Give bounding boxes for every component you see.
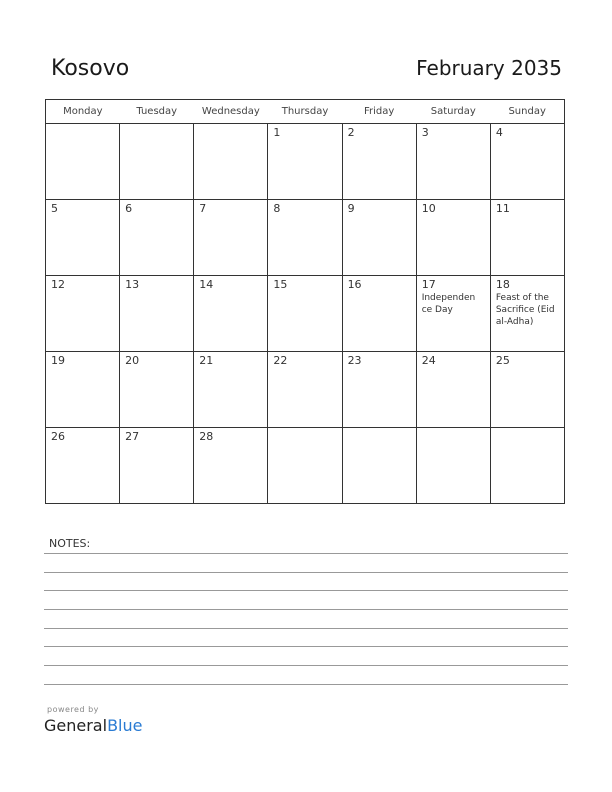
week-row — [46, 352, 565, 428]
day-cell — [268, 276, 342, 352]
day-number: 14 — [199, 278, 214, 291]
calendar-grid — [45, 99, 565, 504]
day-cell — [46, 200, 120, 276]
day-number: 15 — [273, 278, 288, 291]
day-cell — [120, 200, 194, 276]
day-number: 26 — [51, 430, 65, 443]
weekday-tuesday: Tuesday — [120, 100, 194, 124]
day-cell — [46, 124, 120, 200]
week-row — [46, 124, 565, 200]
day-number: 1 — [273, 126, 281, 139]
day-number: 10 — [421, 202, 436, 215]
notes-line — [44, 609, 568, 610]
day-number: 24 — [421, 354, 436, 367]
day-cell — [46, 352, 120, 428]
day-cell — [342, 124, 416, 200]
notes-label: NOTES: — [49, 537, 91, 550]
day-cell — [46, 276, 120, 352]
day-number: 28 — [199, 430, 214, 443]
day-number: 22 — [273, 354, 288, 367]
week-row — [46, 428, 565, 504]
day-number: 9 — [347, 202, 355, 215]
powered-by-text: powered by — [47, 705, 99, 714]
day-cell — [490, 276, 564, 352]
day-cell — [194, 352, 268, 428]
day-number: 7 — [199, 202, 207, 215]
holiday-label: Feast of the Sacrifice (Eid al-Adha) — [495, 293, 555, 327]
day-cell — [416, 200, 490, 276]
day-cell — [268, 124, 342, 200]
day-number: 2 — [347, 126, 355, 139]
day-number: 18 — [495, 278, 510, 291]
day-cell — [490, 200, 564, 276]
weekday-sunday: Sunday — [490, 100, 564, 124]
day-cell — [194, 124, 268, 200]
week-row — [46, 276, 565, 352]
notes-line — [44, 684, 568, 685]
brand-name-blue: Blue — [107, 716, 143, 735]
day-number: 12 — [51, 278, 65, 291]
month-title: February 2035 — [416, 56, 562, 80]
day-cell — [194, 200, 268, 276]
day-cell — [46, 428, 120, 504]
day-cell — [120, 428, 194, 504]
notes-line — [44, 590, 568, 591]
day-number: 20 — [125, 354, 140, 367]
day-cell — [268, 200, 342, 276]
day-cell — [342, 276, 416, 352]
notes-line — [44, 646, 568, 647]
week-row — [46, 200, 565, 276]
day-number: 13 — [125, 278, 140, 291]
weekday-wednesday: Wednesday — [194, 100, 268, 124]
day-cell — [194, 428, 268, 504]
notes-line — [44, 572, 568, 573]
brand-name-general: General — [44, 716, 108, 735]
holiday-label: Independen ce Day — [421, 293, 476, 315]
day-cell — [120, 352, 194, 428]
weekday-saturday: Saturday — [416, 100, 490, 124]
calendar-body — [46, 124, 565, 504]
day-cell — [342, 352, 416, 428]
day-cell — [120, 124, 194, 200]
day-cell — [120, 276, 194, 352]
day-number: 5 — [51, 202, 58, 215]
weekday-header-row — [46, 100, 565, 124]
day-cell — [194, 276, 268, 352]
day-number: 8 — [273, 202, 281, 215]
notes-line — [44, 553, 568, 554]
notes-line — [44, 665, 568, 666]
day-number: 17 — [421, 278, 436, 291]
day-number: 21 — [199, 354, 214, 367]
weekday-monday: Monday — [46, 100, 120, 124]
day-cell — [490, 428, 564, 504]
notes-line — [44, 628, 568, 629]
day-number: 3 — [421, 126, 429, 139]
day-cell — [490, 124, 564, 200]
day-cell — [342, 428, 416, 504]
day-cell — [342, 200, 416, 276]
day-number: 19 — [51, 354, 65, 367]
day-cell — [268, 428, 342, 504]
weekday-thursday: Thursday — [268, 100, 342, 124]
day-number: 6 — [125, 202, 133, 215]
country-title: Kosovo — [51, 56, 130, 81]
day-number: 23 — [347, 354, 362, 367]
day-number: 16 — [347, 278, 362, 291]
day-cell — [416, 276, 490, 352]
day-cell — [416, 124, 490, 200]
day-number: 11 — [495, 202, 510, 215]
brand-logo — [44, 716, 142, 735]
day-number: 4 — [495, 126, 503, 139]
day-cell — [416, 352, 490, 428]
weekday-friday: Friday — [342, 100, 416, 124]
day-cell — [490, 352, 564, 428]
day-cell — [268, 352, 342, 428]
day-number: 27 — [125, 430, 140, 443]
day-number: 25 — [495, 354, 510, 367]
day-cell — [416, 428, 490, 504]
